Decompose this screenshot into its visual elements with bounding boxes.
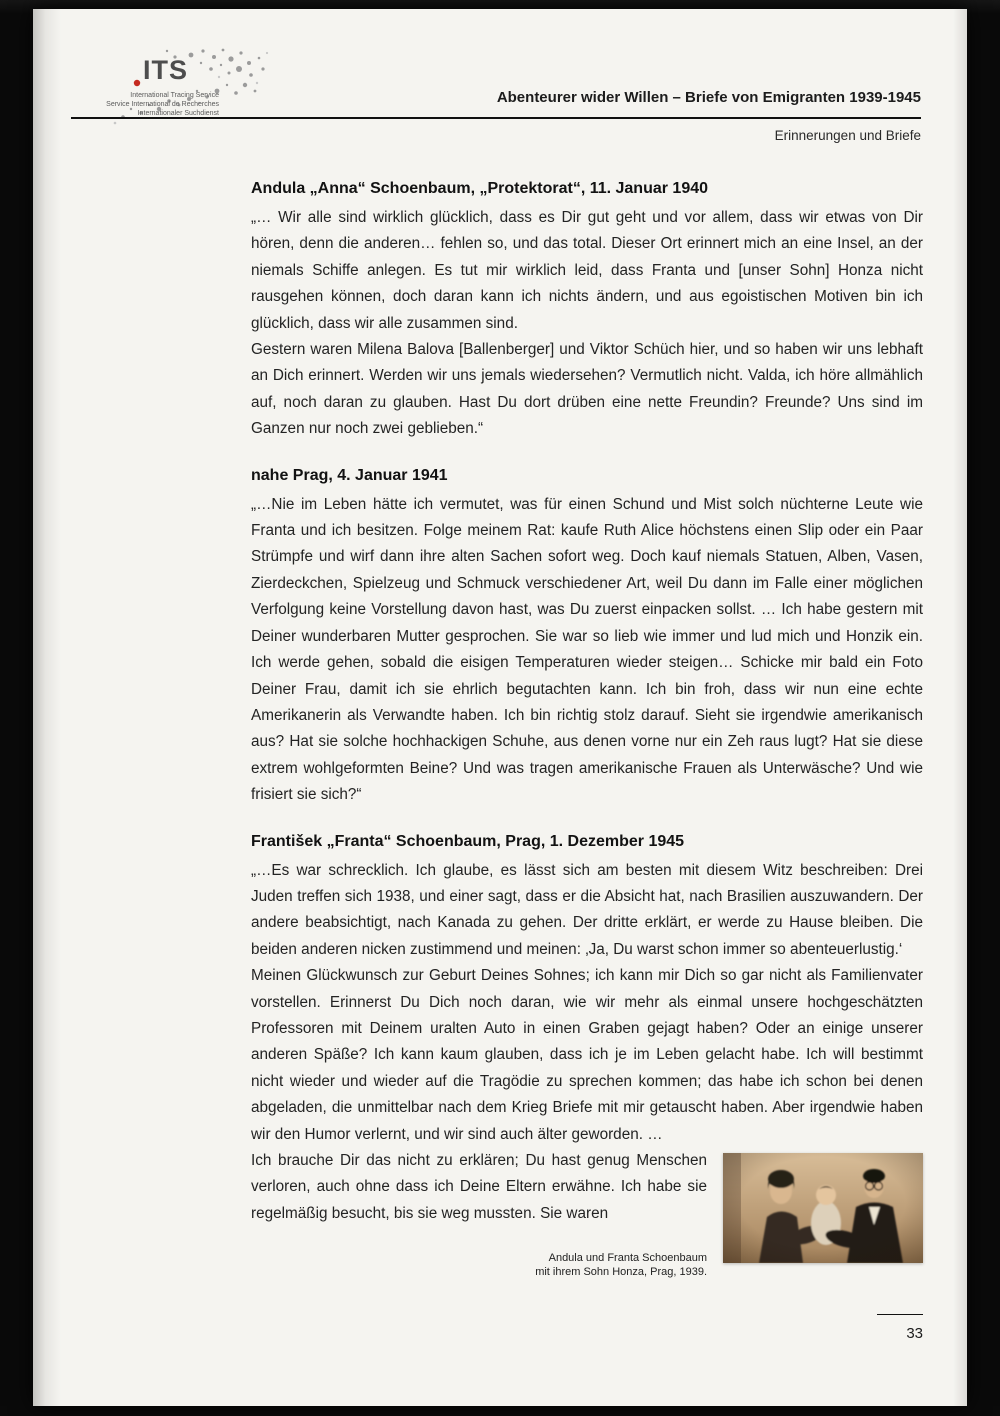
photo-caption-line: mit ihrem Sohn Honza, Prag, 1939.: [535, 1266, 707, 1279]
logo-subtitle-line: Service International de Recherches: [106, 101, 219, 108]
letter-paragraph: „… Wir alle sind wirklich glücklich, dass es Dir gut geht und vor allem, dass wir etwas von Dir hören, denn die anderen… fehlen so, und das total. Dieser Ort erinnert mich an eine Insel, an der niemals Schiffe anlegen. Es tut mir wirklich leid, dass Franta und [unser Sohn] Honza nicht rausgehen können, doch daran kann ich nichts ändern, und aus egoistischen Motiven bin ich glücklich, dass wir alle zusammen sind.: [251, 209, 923, 332]
letter-heading: Andula „Anna“ Schoenbaum, „Protektorat“, 11. Januar 1940: [251, 180, 709, 197]
logo-subtitle-line: Internationaler Suchdienst: [137, 110, 219, 117]
footer-rule: [877, 1314, 923, 1315]
page-footer: [251, 1298, 923, 1347]
letter-section: [251, 462, 923, 809]
page-number: 33: [906, 1325, 923, 1343]
letter-paragraph: Ich brauche Dir das nicht zu erklären; Du hast genug Menschen verloren, auch ohne dass ich Deine Eltern erwähne. Ich habe sie regelmäßig besucht, bis sie weg mussten. Sie waren: [251, 1152, 707, 1222]
book-title: Abenteurer wider Willen – Briefe von Emigranten 1939-1945: [496, 89, 921, 106]
letter-paragraph: Gestern waren Milena Balova [Ballenberger] und Viktor Schüch hier, und so haben wir uns lebhaft an Dich erinnert. Werden wir uns jemals wiedersehen? Vermutlich nicht. Valda, ich höre allmählich auf, noch daran zu glauben. Hast Du dort drüben eine nette Freundin? Freunde? Uns sind im Ganzen nur noch zwei geblieben.“: [251, 341, 923, 438]
book-page: [33, 9, 967, 1406]
letter-paragraph: „…Es war schrecklich. Ich glaube, es lässt sich am besten mit diesem Witz beschreiben: Drei Juden treffen sich 1938, und einer sagt, dass er die Absicht hat, nach Brasilien auszuwandern. Der andere beabsichtigt, nach Kanada zu gehen. Der dritte erklärt, er werde zu Hause bleiben. Die beiden anderen nicken zustimmend und meinen: ‚Ja, Du warst schon immer so abenteuerlustig.‘: [251, 861, 923, 958]
letter-heading: František „Franta“ Schoenbaum, Prag, 1. Dezember 1945: [251, 832, 685, 850]
page-header: [71, 89, 921, 143]
letter-paragraph: Meinen Glückwunsch zur Geburt Deines Sohnes; ich kann mir Dich so gar nicht als Familienvater vorstellen. Erinnerst Du Dich noch daran, wie wir mehr als einmal unsere hochgeschätzten Professoren mit Deinem uralten Auto in einen Graben gejagt haben? Oder an einige unserer anderen Späße? Ich kann kaum glauben, dass ich je im Leben gelacht habe. Ich will bestimmt nicht wieder und wieder auf die Tragödie zu sprechen kommen; das habe ich schon bei denen abgeladen, die unmittelbar nach dem Krieg Briefe mit mir getauscht haben. Aber irgendwie haben wir den Humor verlernt, und wir sind auch älter geworden. …: [251, 967, 923, 1143]
letters-content: [251, 175, 923, 1348]
logo-red-dot: [134, 80, 140, 86]
photo-caption-line: Andula und Franta Schoenbaum: [548, 1252, 707, 1265]
header-rule: [71, 117, 921, 119]
logo-subtitle-line: International Tracing Service: [130, 92, 219, 99]
family-photo-image: [723, 1153, 923, 1263]
chapter-title: Erinnerungen und Briefe: [774, 128, 921, 143]
logo-acronym: ITS: [143, 55, 189, 85]
letter-section: [251, 828, 923, 1280]
letter-section: [251, 175, 923, 443]
photo-caption: [251, 1251, 707, 1279]
family-photo: [723, 1153, 923, 1263]
letter-paragraph: „…Nie im Leben hätte ich vermutet, was für einen Schund und Mist solch nüchterne Leute wie Franta und ich besitzen. Folge meinem Rat: kaufe Ruth Alice höchstens einen Slip oder ein Paar Strümpfe und wirf dann ihre alten Sachen sofort weg. Doch kauf niemals Statuen, Alben, Vasen, Zierdeckchen, Spielzeug und Schmuck verschiedener Art, weil Du dann im Falle einer möglichen Verfolgung keine Vorstellung davon hast, was Du zuerst einpacken sollst. … Ich habe gestern mit Deiner wunderbaren Mutter gesprochen. Sie war so lieb wie immer und lud mich und Honzik ein. Ich werde gehen, sobald die eisigen Temperaturen wieder steigen… Schicke mir bald ein Foto Deiner Frau, damit ich sie ehrlich begutachten kann. Ich bin froh, dass wir nun eine echte Amerikanerin als Verwandte haben. Ich bin richtig stolz darauf. Sieht sie irgendwie amerikanisch aus? Hat sie solche hochhackigen Schuhe, aus denen vorne nur ein Zeh raus lugt? Hat sie diese extrem wohlgeformten Beine? Und was tragen amerikanische Frauen als Unterwäsche? Und wie frisiert sie sich?“: [251, 495, 923, 804]
letter-heading: nahe Prag, 4. Januar 1941: [251, 466, 448, 484]
